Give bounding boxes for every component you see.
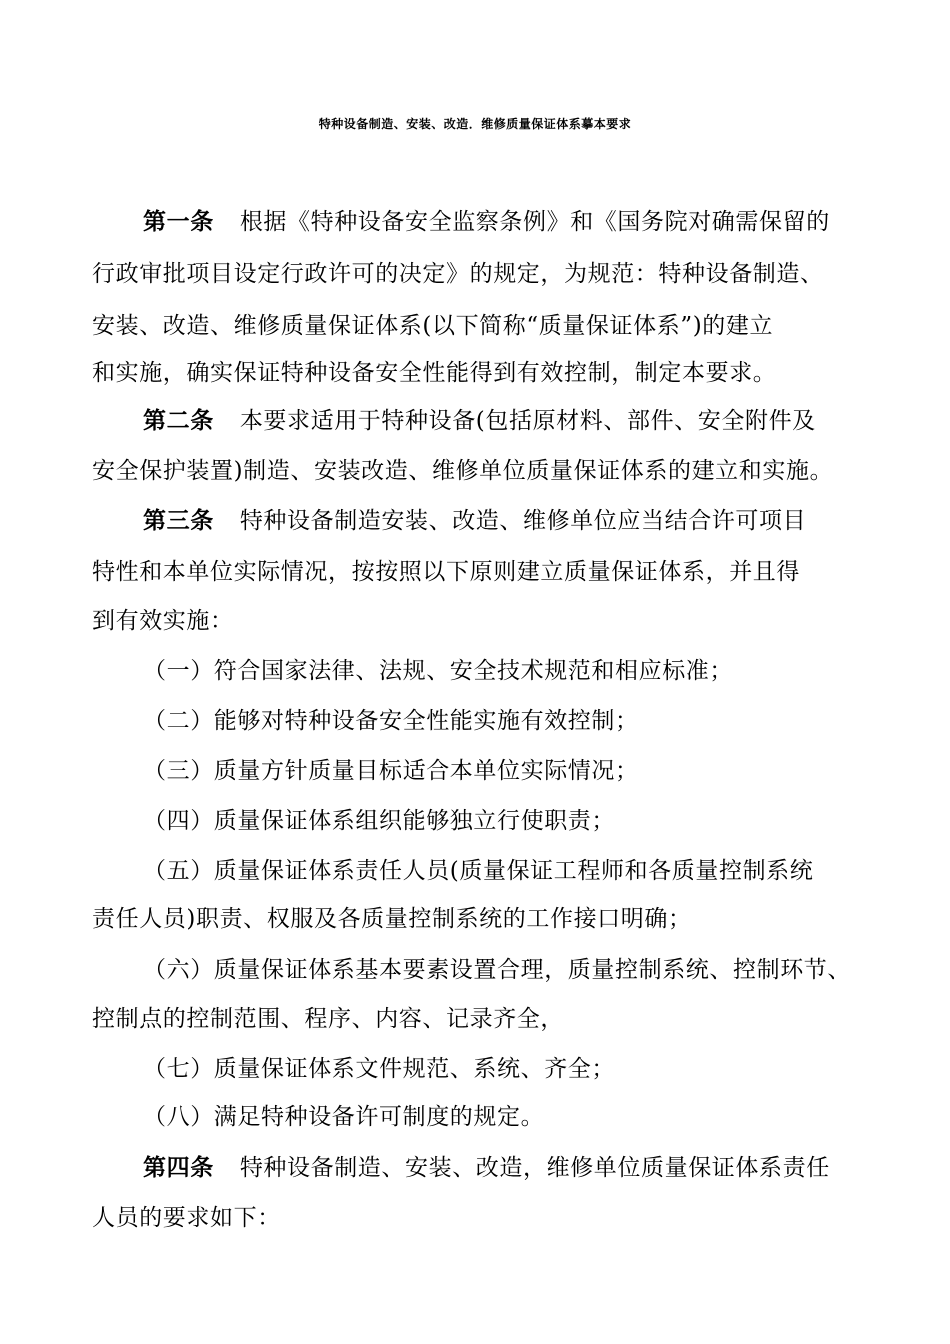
list-item-3: （三）质量方针质量目标适合本单位实际情况； [143, 758, 639, 784]
article-2-line-2: 安全保护装置)制造、安装改造、维修单位质量保证体系的建立和实施。 [92, 458, 834, 484]
list-item-5-line-1: （五）质量保证体系责任人员(质量保证工程师和各质量控制系统 [143, 858, 814, 884]
article-1-line-3: 安装、改造、维修质量保证体系(以下简称“质量保证体系”)的建立 [92, 313, 774, 339]
list-item-6-line-1: （六）质量保证体系基本要素设置合理，质量控制系统、控制环节、 [143, 957, 851, 983]
article-1-line-2: 行政审批项目设定行政许可的决定》的规定，为规范：特种设备制造、 [92, 261, 824, 287]
article-4-line-1 [143, 1152, 830, 1184]
article-2-label: 第二条 [143, 408, 214, 434]
list-item-2: （二）能够对特种设备安全性能实施有效控制； [143, 708, 639, 734]
text-line: 根据《特种设备安全监察条例》和《国务院对确需保留的 [239, 209, 830, 235]
list-item-1: （一）符合国家法律、法规、安全技术规范和相应标准； [143, 658, 733, 684]
list-item-5-line-2: 责任人员)职责、权服及各质量控制系统的工作接口明确； [92, 906, 692, 932]
article-3-line-3: 到有效实施： [92, 608, 234, 634]
list-item-8: （八）满足特种设备许可制度的规定。 [143, 1104, 545, 1130]
article-4-line-2: 人员的要求如下： [92, 1205, 281, 1231]
article-2-line-1 [143, 405, 816, 437]
article-1-label: 第一条 [143, 209, 214, 235]
list-item-6-line-2: 控制点的控制范围、程序、内容、记录齐全， [92, 1006, 564, 1032]
article-1-line-1 [143, 206, 830, 238]
article-3-line-1 [143, 505, 806, 537]
article-4-label: 第四条 [143, 1155, 214, 1181]
article-1-line-4: 和实施，确实保证特种设备安全性能得到有效控制，制定本要求。 [92, 360, 777, 386]
list-item-4: （四）质量保证体系组织能够独立行使职责； [143, 808, 615, 834]
text-line: 本要求适用于特种设备(包括原材料、部件、安全附件及 [239, 408, 816, 434]
list-item-7: （七）质量保证体系文件规范、系统、齐全； [143, 1056, 615, 1082]
article-3-label: 第三条 [143, 508, 214, 534]
document-title: 特种设备制造、安装、改造．维修质量保证体系摹本要求 [318, 117, 632, 131]
article-3-line-2: 特性和本单位实际情况，按按照以下原则建立质量保证体系，并且得 [92, 559, 800, 585]
text-line: 特种设备制造、安装、改造，维修单位质量保证体系责任 [239, 1155, 830, 1181]
text-line: 特种设备制造安装、改造、维修单位应当结合许可项目 [239, 508, 807, 534]
